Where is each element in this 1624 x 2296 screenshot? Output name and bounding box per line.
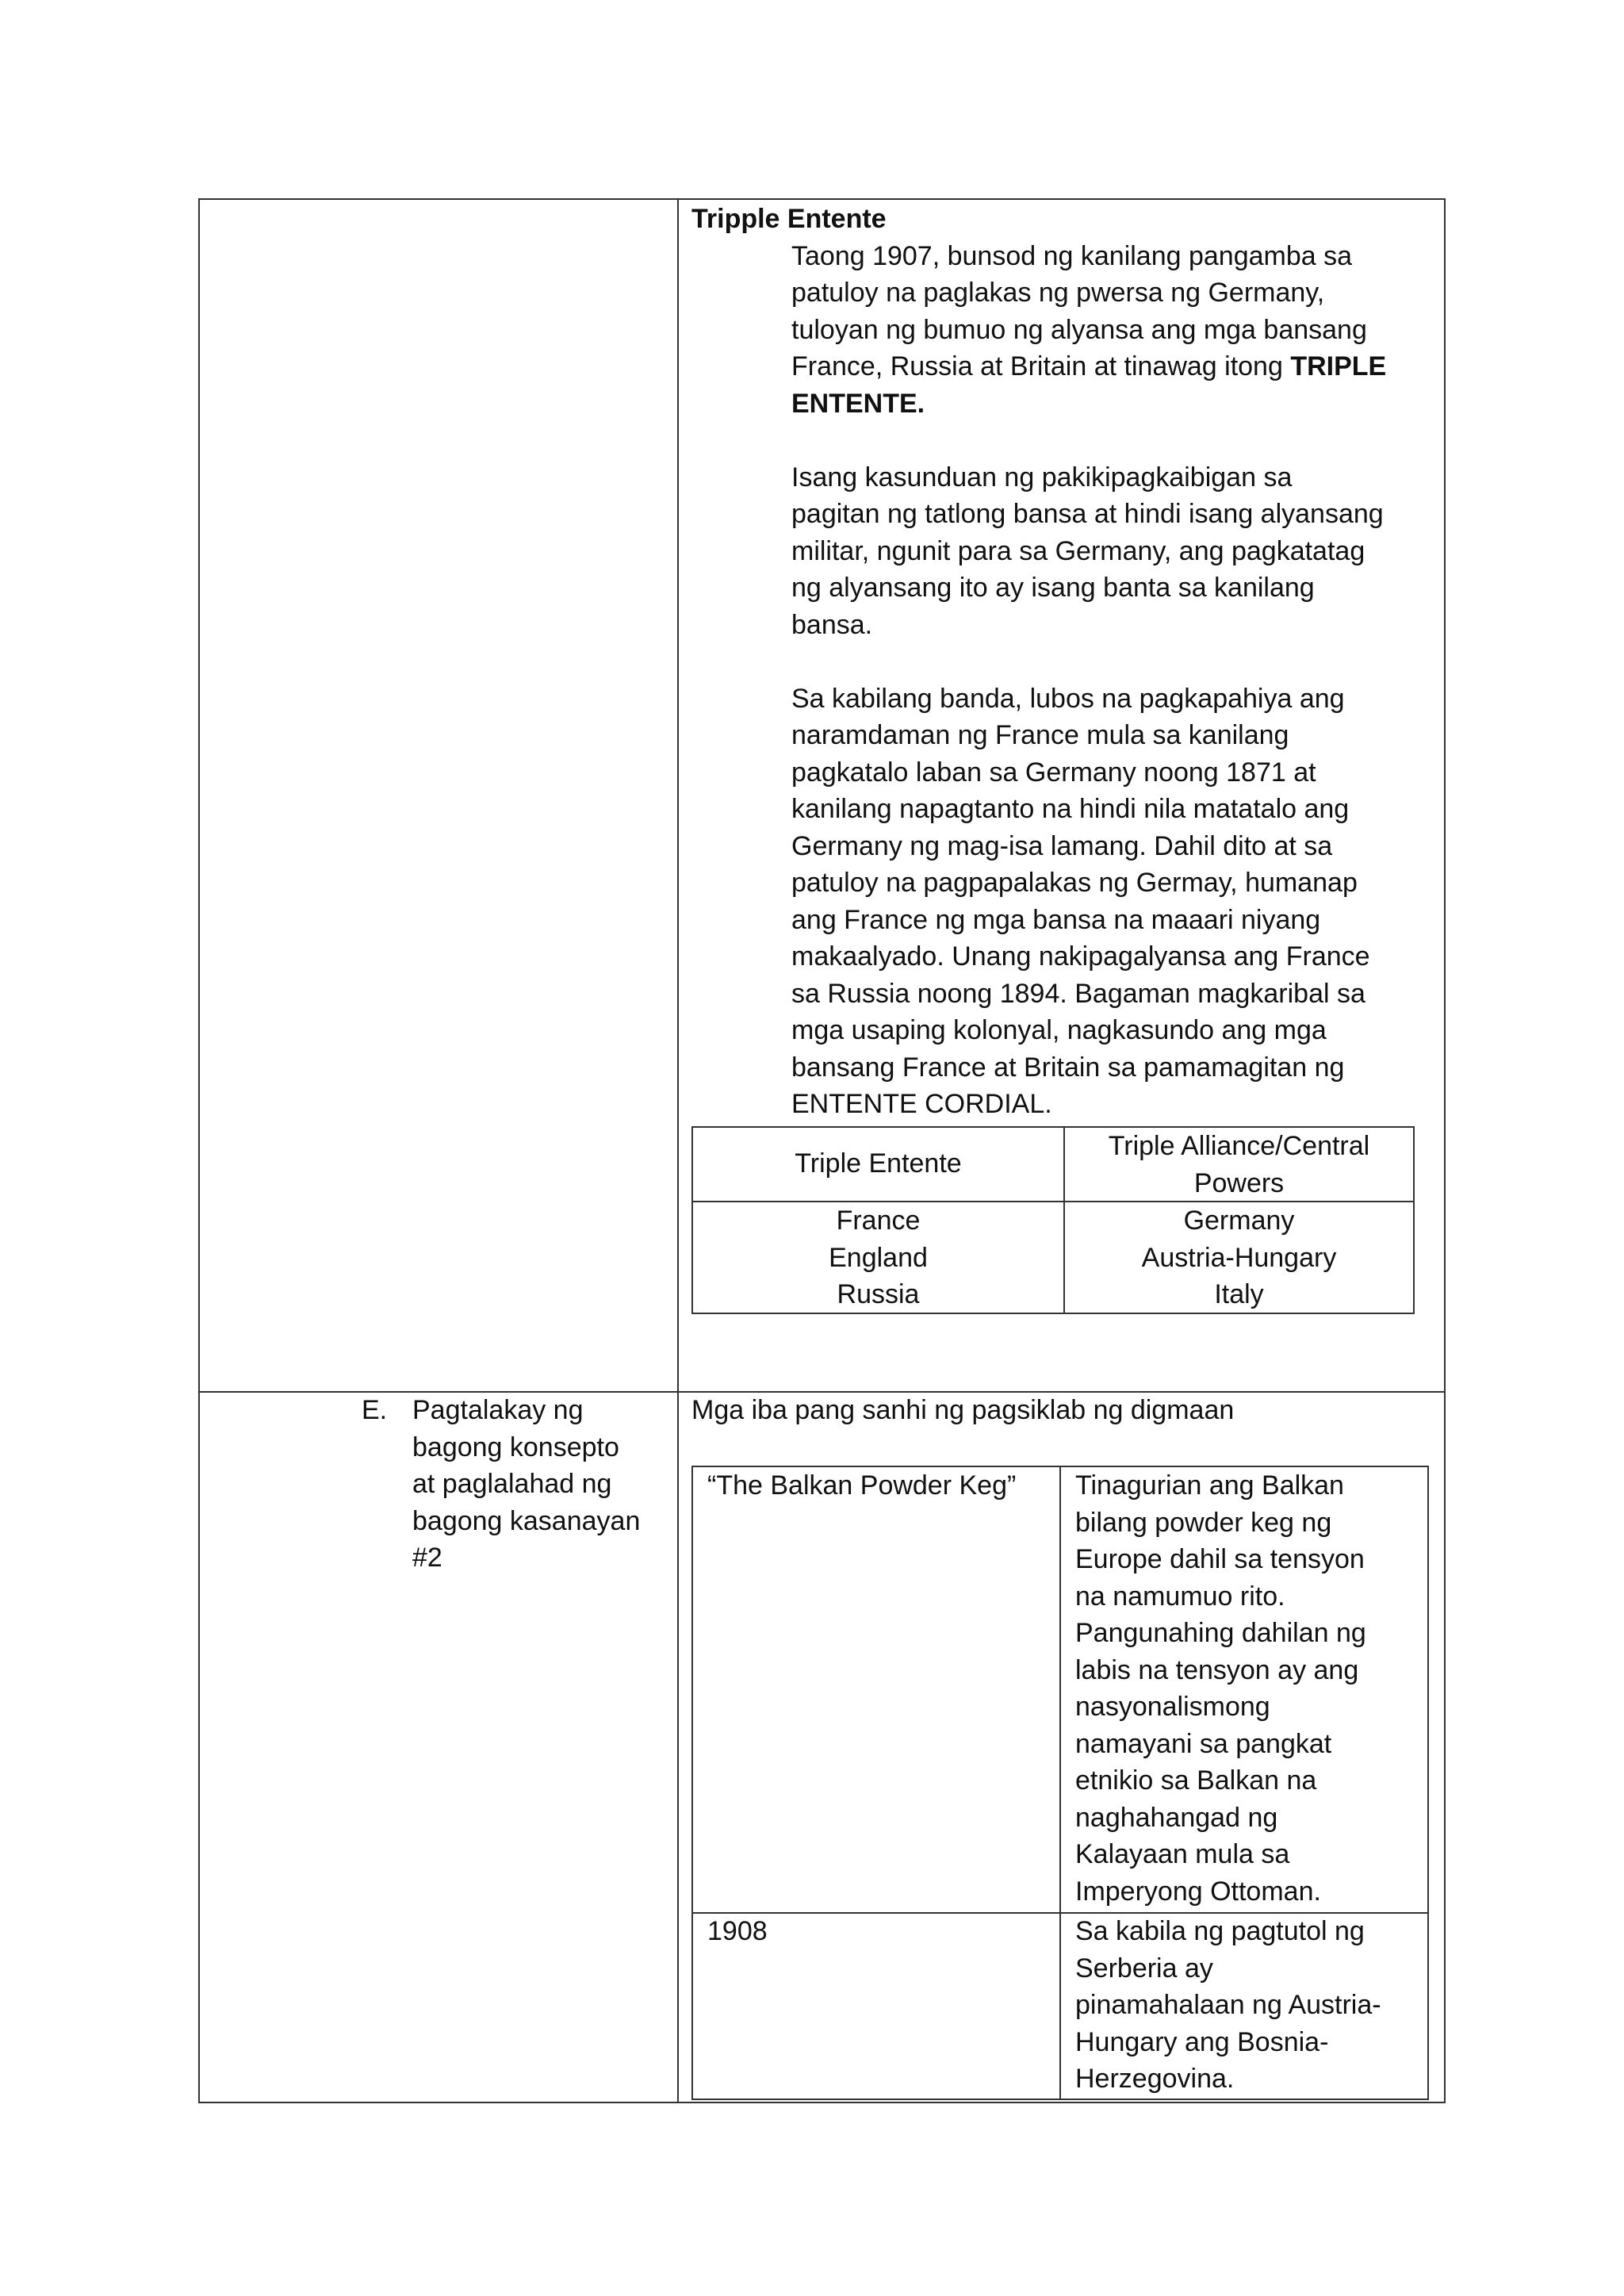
causes-table-middle <box>1059 1466 1061 2100</box>
triple-entente-members <box>693 1202 1063 1313</box>
member-country: Austria-Hungary <box>1141 1242 1337 1273</box>
text-line: pinamahalaan ng Austria- <box>1075 1990 1381 2020</box>
text-line: sa Russia noong 1894. Bagaman magkaribal sa <box>791 978 1365 1009</box>
bold-term: TRIPLE <box>1290 351 1387 381</box>
alliance-header-triple-alliance <box>1065 1128 1413 1202</box>
text-line: na namumuo rito. <box>1075 1581 1285 1612</box>
cause-term: “The Balkan Powder Keg” <box>707 1470 1017 1501</box>
text-line: Imperyong Ottoman. <box>1075 1876 1321 1907</box>
text-line: ang France ng mga bansa na maaari niyang <box>791 904 1321 935</box>
text-line: pagkatalo laban sa Germany noong 1871 at <box>791 757 1316 788</box>
table-border-top <box>198 198 1446 200</box>
member-country: France <box>836 1205 921 1236</box>
step-marker: E. <box>362 1395 388 1425</box>
text-line: nasyonalismong <box>1075 1692 1270 1722</box>
causes-table-right <box>1427 1466 1429 2100</box>
text-line <box>791 348 1437 385</box>
table-column-divider <box>677 198 679 2103</box>
text-line: bansang France at Britain sa pamamagitan ng <box>791 1052 1345 1083</box>
text-line: mga usaping kolonyal, nagkasundo ang mga <box>791 1015 1327 1045</box>
text-line: militar, ngunit para sa Germany, ang pagkatatag <box>791 535 1365 566</box>
text-line: Herzegovina. <box>1075 2064 1235 2094</box>
text-line: Kalayaan mula sa <box>1075 1839 1290 1869</box>
member-country: England <box>829 1242 928 1273</box>
text-line: Sa kabilang banda, lubos na pagkapahiya ang <box>791 683 1345 714</box>
bold-term-line: ENTENTE. <box>791 388 925 419</box>
text-line: Isang kasunduan ng pakikipagkaibigan sa <box>791 462 1293 493</box>
text-line: naramdaman ng France mula sa kanilang <box>791 720 1289 750</box>
causes-intro: Mga iba pang sanhi ng pagsiklab ng digmaan <box>691 1395 1235 1425</box>
causes-table-left <box>691 1466 693 2100</box>
alliance-header-triple-entente <box>693 1127 1063 1201</box>
text-line: Serberia ay <box>1075 1953 1213 1984</box>
member-country: Russia <box>837 1279 920 1309</box>
text-line: Taong 1907, bunsod ng kanilang pangamba sa <box>791 240 1353 271</box>
cause-term: 1908 <box>707 1916 768 1946</box>
alliance-table-right <box>1413 1126 1415 1314</box>
text-line: etnikio sa Balkan na <box>1075 1765 1317 1796</box>
table-border-bottom <box>198 2102 1446 2103</box>
triple-alliance-members <box>1065 1202 1413 1313</box>
step-label-line: #2 <box>412 1543 442 1573</box>
triple-entente-section <box>691 201 1437 1123</box>
member-country: Italy <box>1214 1279 1264 1309</box>
text-line: bansa. <box>791 609 873 640</box>
text-line: naghahangad ng <box>1075 1802 1278 1833</box>
text-line: ng alyansang ito ay isang banta sa kanilang <box>791 573 1315 603</box>
paragraph-1 <box>791 238 1437 423</box>
text-line: labis na tensyon ay ang <box>1075 1654 1359 1685</box>
text-line: pagitan ng tatlong bansa at hindi isang alyansang <box>791 499 1384 529</box>
text-run: France, Russia at Britain at tinawag itong <box>791 351 1291 381</box>
lesson-step-label <box>362 1392 671 1577</box>
table-border-right <box>1444 198 1446 2103</box>
member-country: Germany <box>1183 1205 1295 1236</box>
section-heading: Tripple Entente <box>691 204 887 234</box>
step-label-line: bagong kasanayan <box>412 1505 641 1536</box>
cause-description <box>1075 1913 1424 2098</box>
text-line: bilang powder keg ng <box>1075 1507 1332 1538</box>
text-line: Europe dahil sa tensyon <box>1075 1544 1365 1574</box>
text-line: namayani sa pangkat <box>1075 1728 1332 1759</box>
text-line: Germany ng mag-isa lamang. Dahil dito at sa <box>791 830 1333 861</box>
step-label-line: bagong konsepto <box>412 1432 619 1462</box>
text-line: ENTENTE CORDIAL. <box>791 1089 1052 1119</box>
paragraph-2 <box>791 459 1437 644</box>
text-line: makaalyado. Unang nakipagalyansa ang France <box>791 941 1370 972</box>
text-line: Tinagurian ang Balkan <box>1075 1470 1344 1501</box>
header-label-line: Triple Alliance/Central <box>1108 1131 1370 1161</box>
text-line: patuloy na paglakas ng pwersa ng Germany, <box>791 278 1325 308</box>
header-label-line: Powers <box>1193 1167 1285 1198</box>
table-border-left <box>198 198 200 2103</box>
step-label-line: Pagtalakay ng <box>412 1395 584 1425</box>
cause-description <box>1075 1467 1424 1910</box>
text-line: Hungary ang Bosnia- <box>1075 2026 1329 2057</box>
text-line: patuloy na pagpapalakas ng Germay, humanap <box>791 868 1358 898</box>
text-line: kanilang napagtanto na hindi nila matatalo ang <box>791 794 1350 824</box>
text-line: Pangunahing dahilan ng <box>1075 1618 1366 1648</box>
header-label: Triple Entente <box>795 1148 962 1179</box>
text-line: tuloyan ng bumuo ng alyansa ang mga bansang <box>791 314 1367 345</box>
paragraph-3 <box>791 680 1437 1123</box>
step-label-line: at paglalahad ng <box>412 1469 612 1499</box>
text-line: Sa kabila ng pagtutol ng <box>1075 1916 1365 1946</box>
